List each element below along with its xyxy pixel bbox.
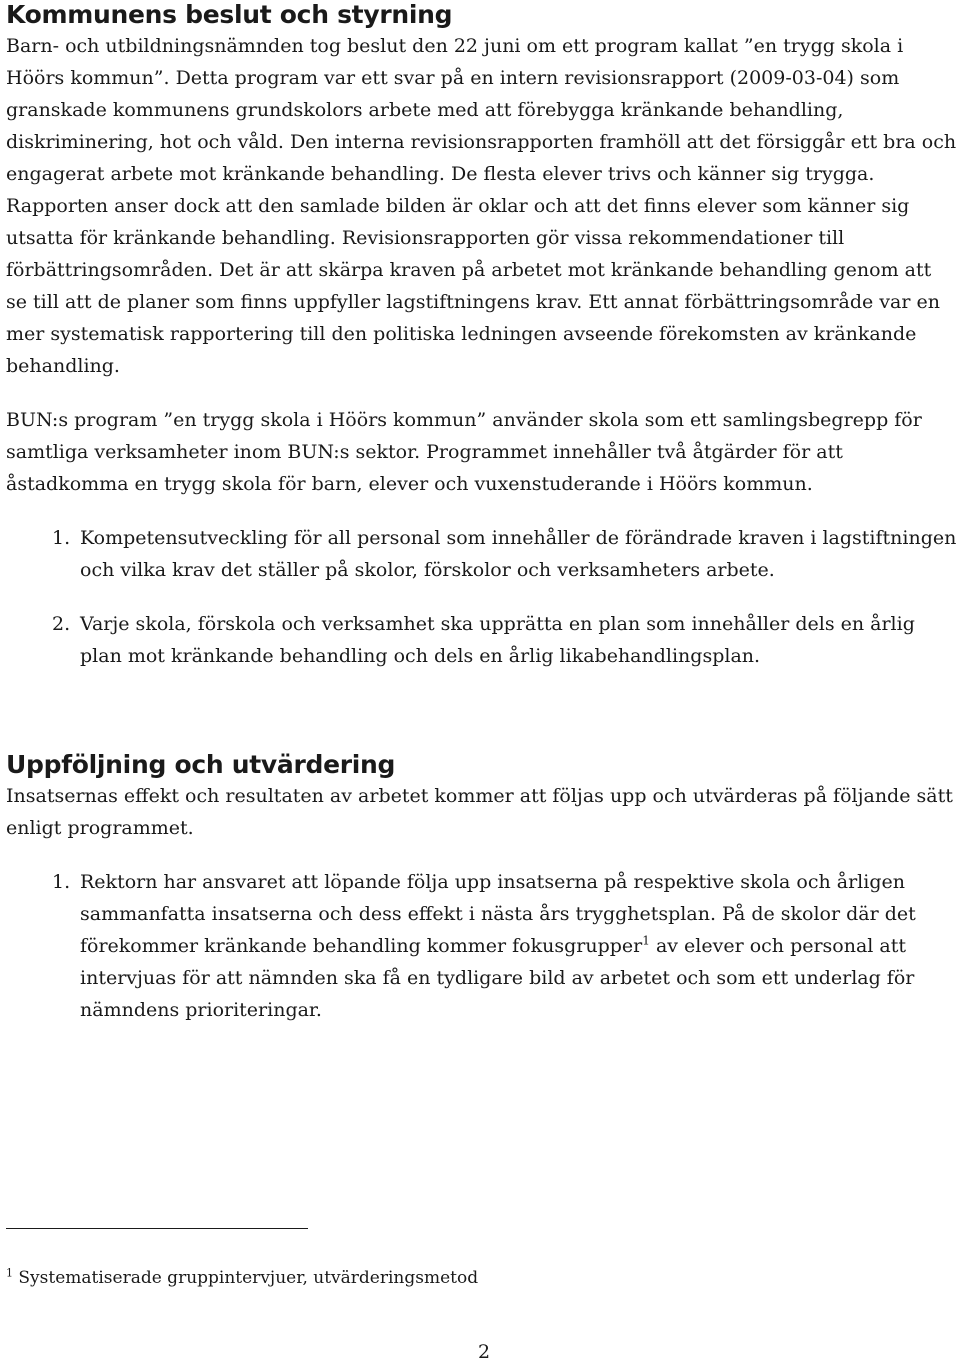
footnote-reference[interactable]: 1	[642, 933, 650, 948]
measures-list	[6, 522, 958, 672]
footnote-separator	[6, 1228, 308, 1229]
footnote-marker: 1	[6, 1266, 13, 1280]
paragraph-followup-intro: Insatsernas effekt och resultaten av arbetet kommer att följas upp och utvärderas på följande sätt enligt programmet.	[6, 785, 953, 839]
list-item	[6, 522, 958, 586]
list-item-text: Rektorn har ansvaret att löpande följa upp insatserna på respektive skola och årligen sammanfatta insatserna och dess effekt i nästa års trygghetsplan. På de skolor där det förekommer kränkande behandling kommer fokusgrupper$^1$ av elever och personal att intervjuas för att nämnden ska få en tydligare bild av arbetet och som ett underlag för nämndens prioriteringar.	[80, 871, 916, 1021]
section-heading-followup: Uppföljning och utvärdering	[6, 750, 396, 779]
list-item	[6, 866, 958, 1026]
list-item	[6, 608, 958, 672]
footnote	[6, 1265, 478, 1291]
list-number: 2.	[52, 613, 71, 635]
list-number: 1.	[52, 527, 71, 549]
followup-list	[6, 866, 958, 1026]
paragraph-program-description: BUN:s program ”en trygg skola i Höörs kommun” använder skola som ett samlingsbegrepp för samtliga verksamheter inom BUN:s sektor. Programmet innehåller två åtgärder för att åstadkomma en trygg skola för barn, elever och vuxenstuderande i Höörs kommun.	[6, 409, 922, 495]
paragraph-decision-intro: Barn- och utbildningsnämnden tog beslut den 22 juni om ett program kallat ”en trygg skola i Höörs kommun”. Detta program var ett svar på en intern revisionsrapport (2009-03-04) som granskade kommunens grundskolors arbete med att förebygga kränkande behandling, diskriminering, hot och våld. Den interna revisionsrapporten framhöll att det försiggår ett bra och engagerat arbete mot kränkande behandling. De flesta elever trivs och känner sig trygga. Rapporten anser dock att den samlade bilden är oklar och att det finns elever som känner sig utsatta för kränkande behandling. Revisionsrapporten gör vissa rekommendationer till förbättringsområden. Det är att skärpa kraven på arbetet mot kränkande behandling genom att se till att de planer som finns uppfyller lagstiftningens krav. Ett annat förbättringsområde var en mer systematisk rapportering till den politiska ledningen avseende förekomsten av kränkande behandling.	[6, 35, 957, 377]
list-item-text: Varje skola, förskola och verksamhet ska upprätta en plan som innehåller dels en årlig plan mot kränkande behandling och dels en årlig likabehandlingsplan.	[80, 613, 915, 667]
list-item-text: Kompetensutveckling för all personal som innehåller de förändrade kraven i lagstiftningen och vilka krav det ställer på skolor, förskolor och verksamheters arbete.	[80, 527, 957, 581]
page-number: 2	[477, 1341, 491, 1363]
section-heading-decision: Kommunens beslut och styrning	[6, 0, 453, 29]
footnote-text: Systematiserade gruppintervjuer, utvärderingsmetod	[13, 1268, 479, 1288]
list-number: 1.	[52, 871, 71, 893]
document-page	[6, 0, 958, 1026]
